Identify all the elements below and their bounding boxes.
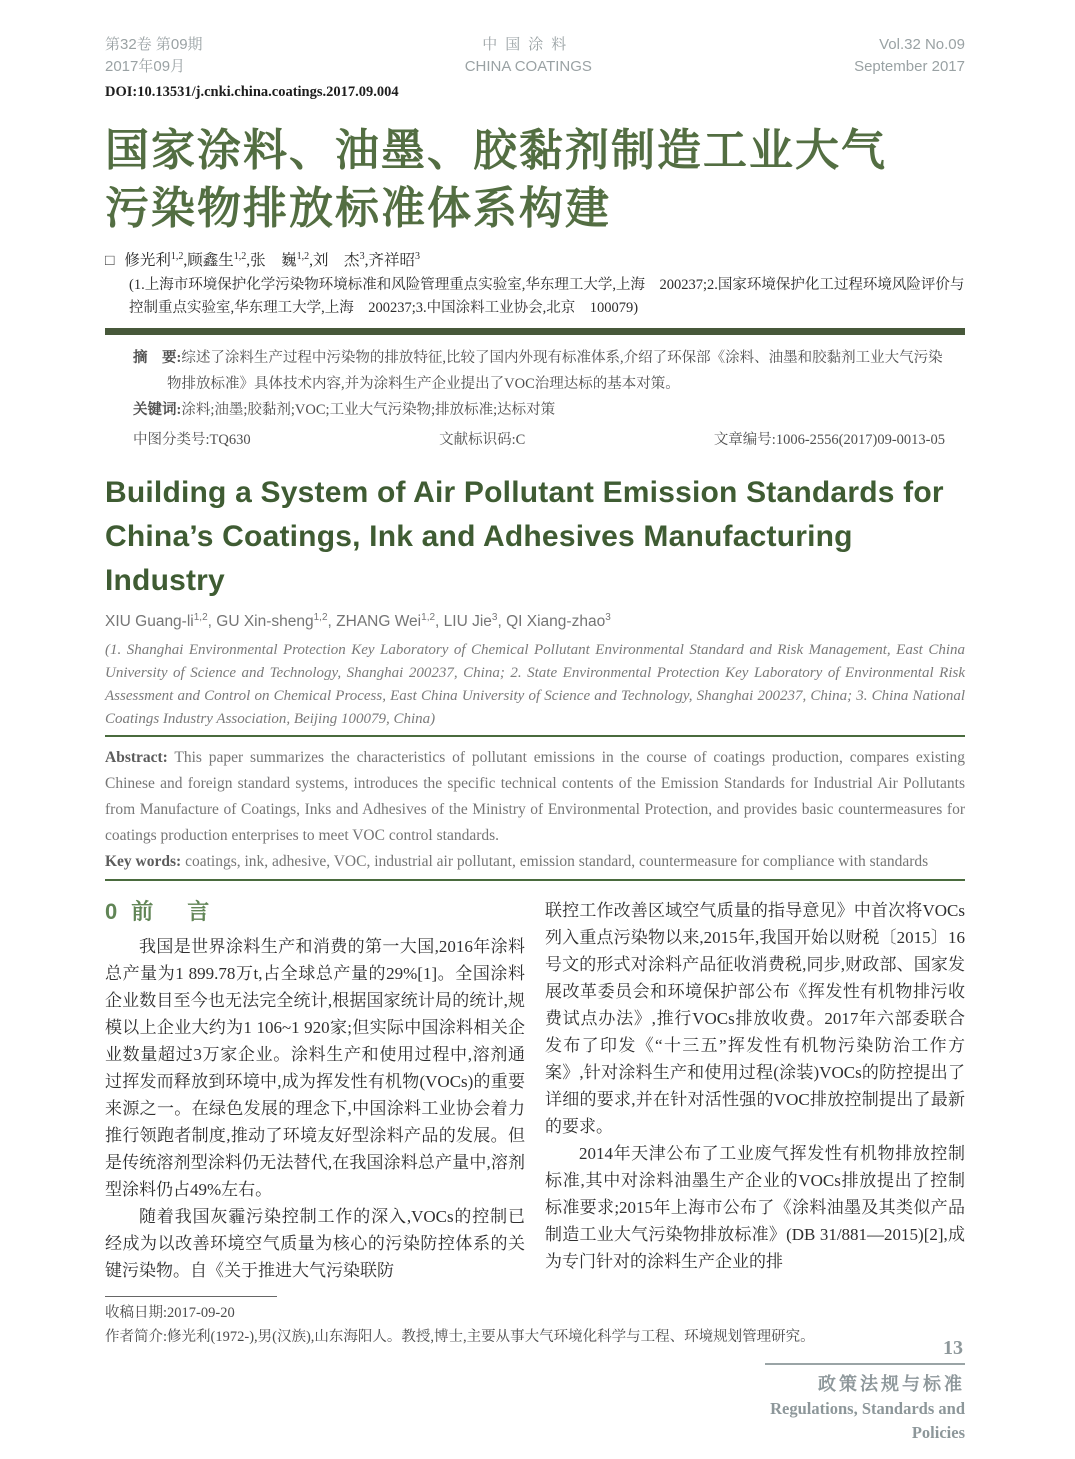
page-footer: [735, 1336, 965, 1445]
paragraph: 我国是世界涂料生产和消费的第一大国,2016年涂料总产量为1 899.78万t,占全球总产量的29%[1]。全国涂料企业数目至今也无法完全统计,根据国家统计局的统计,规模以上企业大约为1 106~1 920家;但实际中国涂料相关企业数量超过3万家企业。涂料生产和使用过程中,溶剂通过挥发而释放到环境中,成为挥发性有机物(VOCs)的重要来源之一。在绿色发展的理念下,中国涂料工业协会着力推行领跑者制度,推动了环境友好型涂料产品的发展。但是传统溶剂型涂料仍无法替代,在我国涂料总产量中,溶剂型涂料仍占49%左右。: [105, 937, 525, 1199]
article-title-en: [105, 471, 965, 603]
bio-label: 作者简介:: [105, 1329, 168, 1345]
author-cn-sup: 1,2: [296, 250, 310, 262]
author-cn-sup: 1,2: [170, 250, 184, 262]
author-sep: ,: [327, 613, 337, 630]
paragraph: 随着我国灰霾污染控制工作的深入,VOCs的控制已经成为以改善环境空气质量为核心的污染防控体系的关键污染物。自《关于推进大气污染联防: [105, 1207, 525, 1280]
section-category-cn: 政策法规与标准: [818, 1374, 965, 1394]
author-cn: 刘 杰: [313, 252, 360, 269]
journal-name-cn: 中国涂料: [482, 36, 575, 53]
article-title-en-line2: China’s Coatings, Ink and Adhesives Manufacturing Industry: [105, 520, 853, 597]
keywords-cn-text: 涂料;油墨;胶黏剂;VOC;工业大气污染物;排放标准;达标对策: [181, 402, 556, 418]
abstract-en-text: This paper summarizes the characteristics of pollutant emissions in the course of coatings production, compares existing Chinese and foreign standard systems, introduces the specific technical contents of the Emission Standards for Industrial Air Pollutants from Manufacture of Coatings, Inks and Adhesives of the Ministry of Environmental Protection, and provides basic countermeasures for coatings production enterprises to meet VOC control standards.: [105, 749, 965, 844]
body-column-right: [545, 897, 965, 1284]
journal-header: [105, 34, 965, 78]
keywords-cn-label: 关键词:: [133, 402, 182, 418]
doi: DOI:10.13531/j.cnki.china.coatings.2017.09.004: [105, 84, 399, 100]
author-sep: ,: [207, 613, 217, 630]
author-cn: 顾鑫生: [187, 252, 234, 269]
green-rule-bottom: [105, 879, 965, 881]
abstract-en: [105, 745, 965, 849]
body-column-left: [105, 897, 525, 1284]
journal-name-en: CHINA COATINGS: [464, 58, 592, 75]
author-sep: ,: [246, 252, 251, 269]
article-title-cn: [105, 122, 965, 238]
abstract-cn-text: 综述了涂料生产过程中污染物的排放特征,比较了国内外现有标准体系,介绍了环保部《涂料、油墨和胶黏剂工业大气污染物排放标准》具体技术内容,并为涂料生产企业提出了VOC治理达标的基本对策。: [167, 350, 943, 392]
author-cn-sup: 3: [414, 250, 420, 262]
author-cn-sup: 1,2: [233, 250, 247, 262]
author-en: GU Xin-sheng: [216, 613, 314, 630]
author-en: XIU Guang-li: [105, 613, 194, 630]
author-cn: 齐祥昭: [368, 252, 415, 269]
footnote-rule: [105, 1296, 277, 1297]
document-code: 文献标识码:C: [439, 432, 526, 448]
author-en-sup: 1,2: [193, 611, 208, 623]
section-category-en: Regulations, Standards and Policies: [770, 1399, 965, 1442]
header-volume: [854, 34, 965, 78]
author-cn: 修光利: [124, 252, 171, 269]
author-sep: ,: [364, 252, 369, 269]
keywords-en-text: coatings, ink, adhesive, VOC, industrial air pollutant, emission standard, countermeasure for compliance with standards: [181, 853, 929, 870]
author-sep: ,: [309, 252, 314, 269]
article-id: 文章编号:1006-2556(2017)09-0013-05: [713, 432, 945, 448]
author-sep: ,: [497, 613, 507, 630]
header-journal-name: [465, 34, 592, 78]
article-body: [105, 897, 965, 1284]
issue-date: 2017年09月: [105, 58, 186, 75]
article-title-cn-line1: 国家涂料、油墨、胶黏剂制造工业大气: [105, 126, 887, 175]
author-en: QI Xiang-zhao: [506, 613, 606, 630]
abstract-cn: [133, 345, 945, 397]
keywords-en-label: Key words:: [105, 853, 182, 870]
abstract-en-block: [105, 745, 965, 875]
clc-number: 中图分类号:TQ630: [133, 432, 251, 448]
article-title-en-line1: Building a System of Air Pollutant Emission Standards for: [105, 476, 944, 509]
received-date: [105, 1301, 965, 1325]
abstract-en-label: Abstract:: [105, 749, 168, 766]
author-cn: 张 巍: [250, 252, 297, 269]
issue-volume: 第32卷 第09期: [105, 36, 203, 53]
keywords-cn: [133, 397, 945, 423]
section-heading: [105, 897, 525, 927]
page-number: 13: [943, 1337, 963, 1359]
bio-text: 修光利(1972-),男(汉族),山东海阳人。教授,博士,主要从事大气环境化科学与工程、环境规划管理研究。: [167, 1329, 815, 1345]
abstract-cn-label: 摘 要:: [133, 350, 182, 366]
footer-rule: [765, 1363, 965, 1365]
keywords-en: [105, 849, 965, 875]
author-en-sup: 3: [605, 611, 611, 623]
abstract-cn-block: [105, 335, 965, 457]
authors-cn: [105, 250, 965, 272]
header-issue: [105, 34, 203, 78]
classification-row: [133, 427, 945, 453]
author-en-sup: 3: [491, 611, 498, 623]
green-rule-top: [105, 735, 965, 737]
abstract-divider-bar: [105, 328, 965, 335]
author-en-sup: 1,2: [313, 611, 328, 623]
author-square-icon: □: [105, 252, 115, 269]
paragraph: 联控工作改善区域空气质量的指导意见》中首次将VOCs列入重点污染物以来,2015年,我国开始以财税〔2015〕16号文的形式对涂料产品征收消费税,同步,财政部、国家发展改革委员会和环境保护部公布《挥发性有机物排污收费试点办法》,推行VOCs排放收费。2017年六部委联合发布了印发《“十三五”挥发性有机物污染防治工作方案》,针对涂料生产和使用过程(涂装)VOCs的防控提出了详细的要求,并在针对活性强的VOC排放控制提出了最新的要求。: [545, 901, 965, 1136]
volume-date: September 2017: [854, 58, 965, 75]
affiliation-cn: (1.上海市环境保护化学污染物环境标准和风险管理重点实验室,华东理工大学,上海 200237;2.国家环境保护化工过程环境风险评价与控制重点实验室,华东理工大学,上海 200237;3.中国涂料工业协会,北京 100079): [129, 277, 965, 316]
volume-number: Vol.32 No.09: [879, 36, 965, 53]
author-en-sup: 1,2: [421, 611, 436, 623]
affiliation-en: (1. Shanghai Environmental Protection Key Laboratory of Chemical Pollutant Environmental Standard and Risk Management, East China University of Science and Technology, Shanghai 200237, China; 2. State Environmental Protection Key Laboratory of Environmental Risk Assessment and Control on Chemical Process, East China University of Science and Technology, Shanghai 200237, China; 3. China National Coatings Industry Association, Beijing 100079, China): [105, 642, 965, 727]
section-number: 0: [105, 899, 118, 924]
author-en: ZHANG Wei: [336, 613, 422, 630]
received-value: 2017-09-20: [167, 1305, 235, 1321]
article-title-cn-line2: 污染物排放标准体系构建: [105, 184, 611, 233]
section-title: 前 言: [131, 899, 216, 924]
paragraph: 2014年天津公布了工业废气挥发性有机物排放控制标准,其中对涂料油墨生产企业的VOCs排放提出了控制标准要求;2015年上海市公布了《涂料油墨及其类似产品制造工业大气污染物排放标准》(DB 31/881—2015)[2],成为专门针对的涂料生产企业的排: [545, 1144, 965, 1271]
author-sep: ,: [435, 613, 444, 630]
author-en: LIU Jie: [443, 613, 492, 630]
authors-en: [105, 611, 965, 633]
author-cn-sup: 3: [359, 250, 365, 262]
received-label: 收稿日期:: [105, 1305, 168, 1321]
author-sep: ,: [183, 252, 188, 269]
